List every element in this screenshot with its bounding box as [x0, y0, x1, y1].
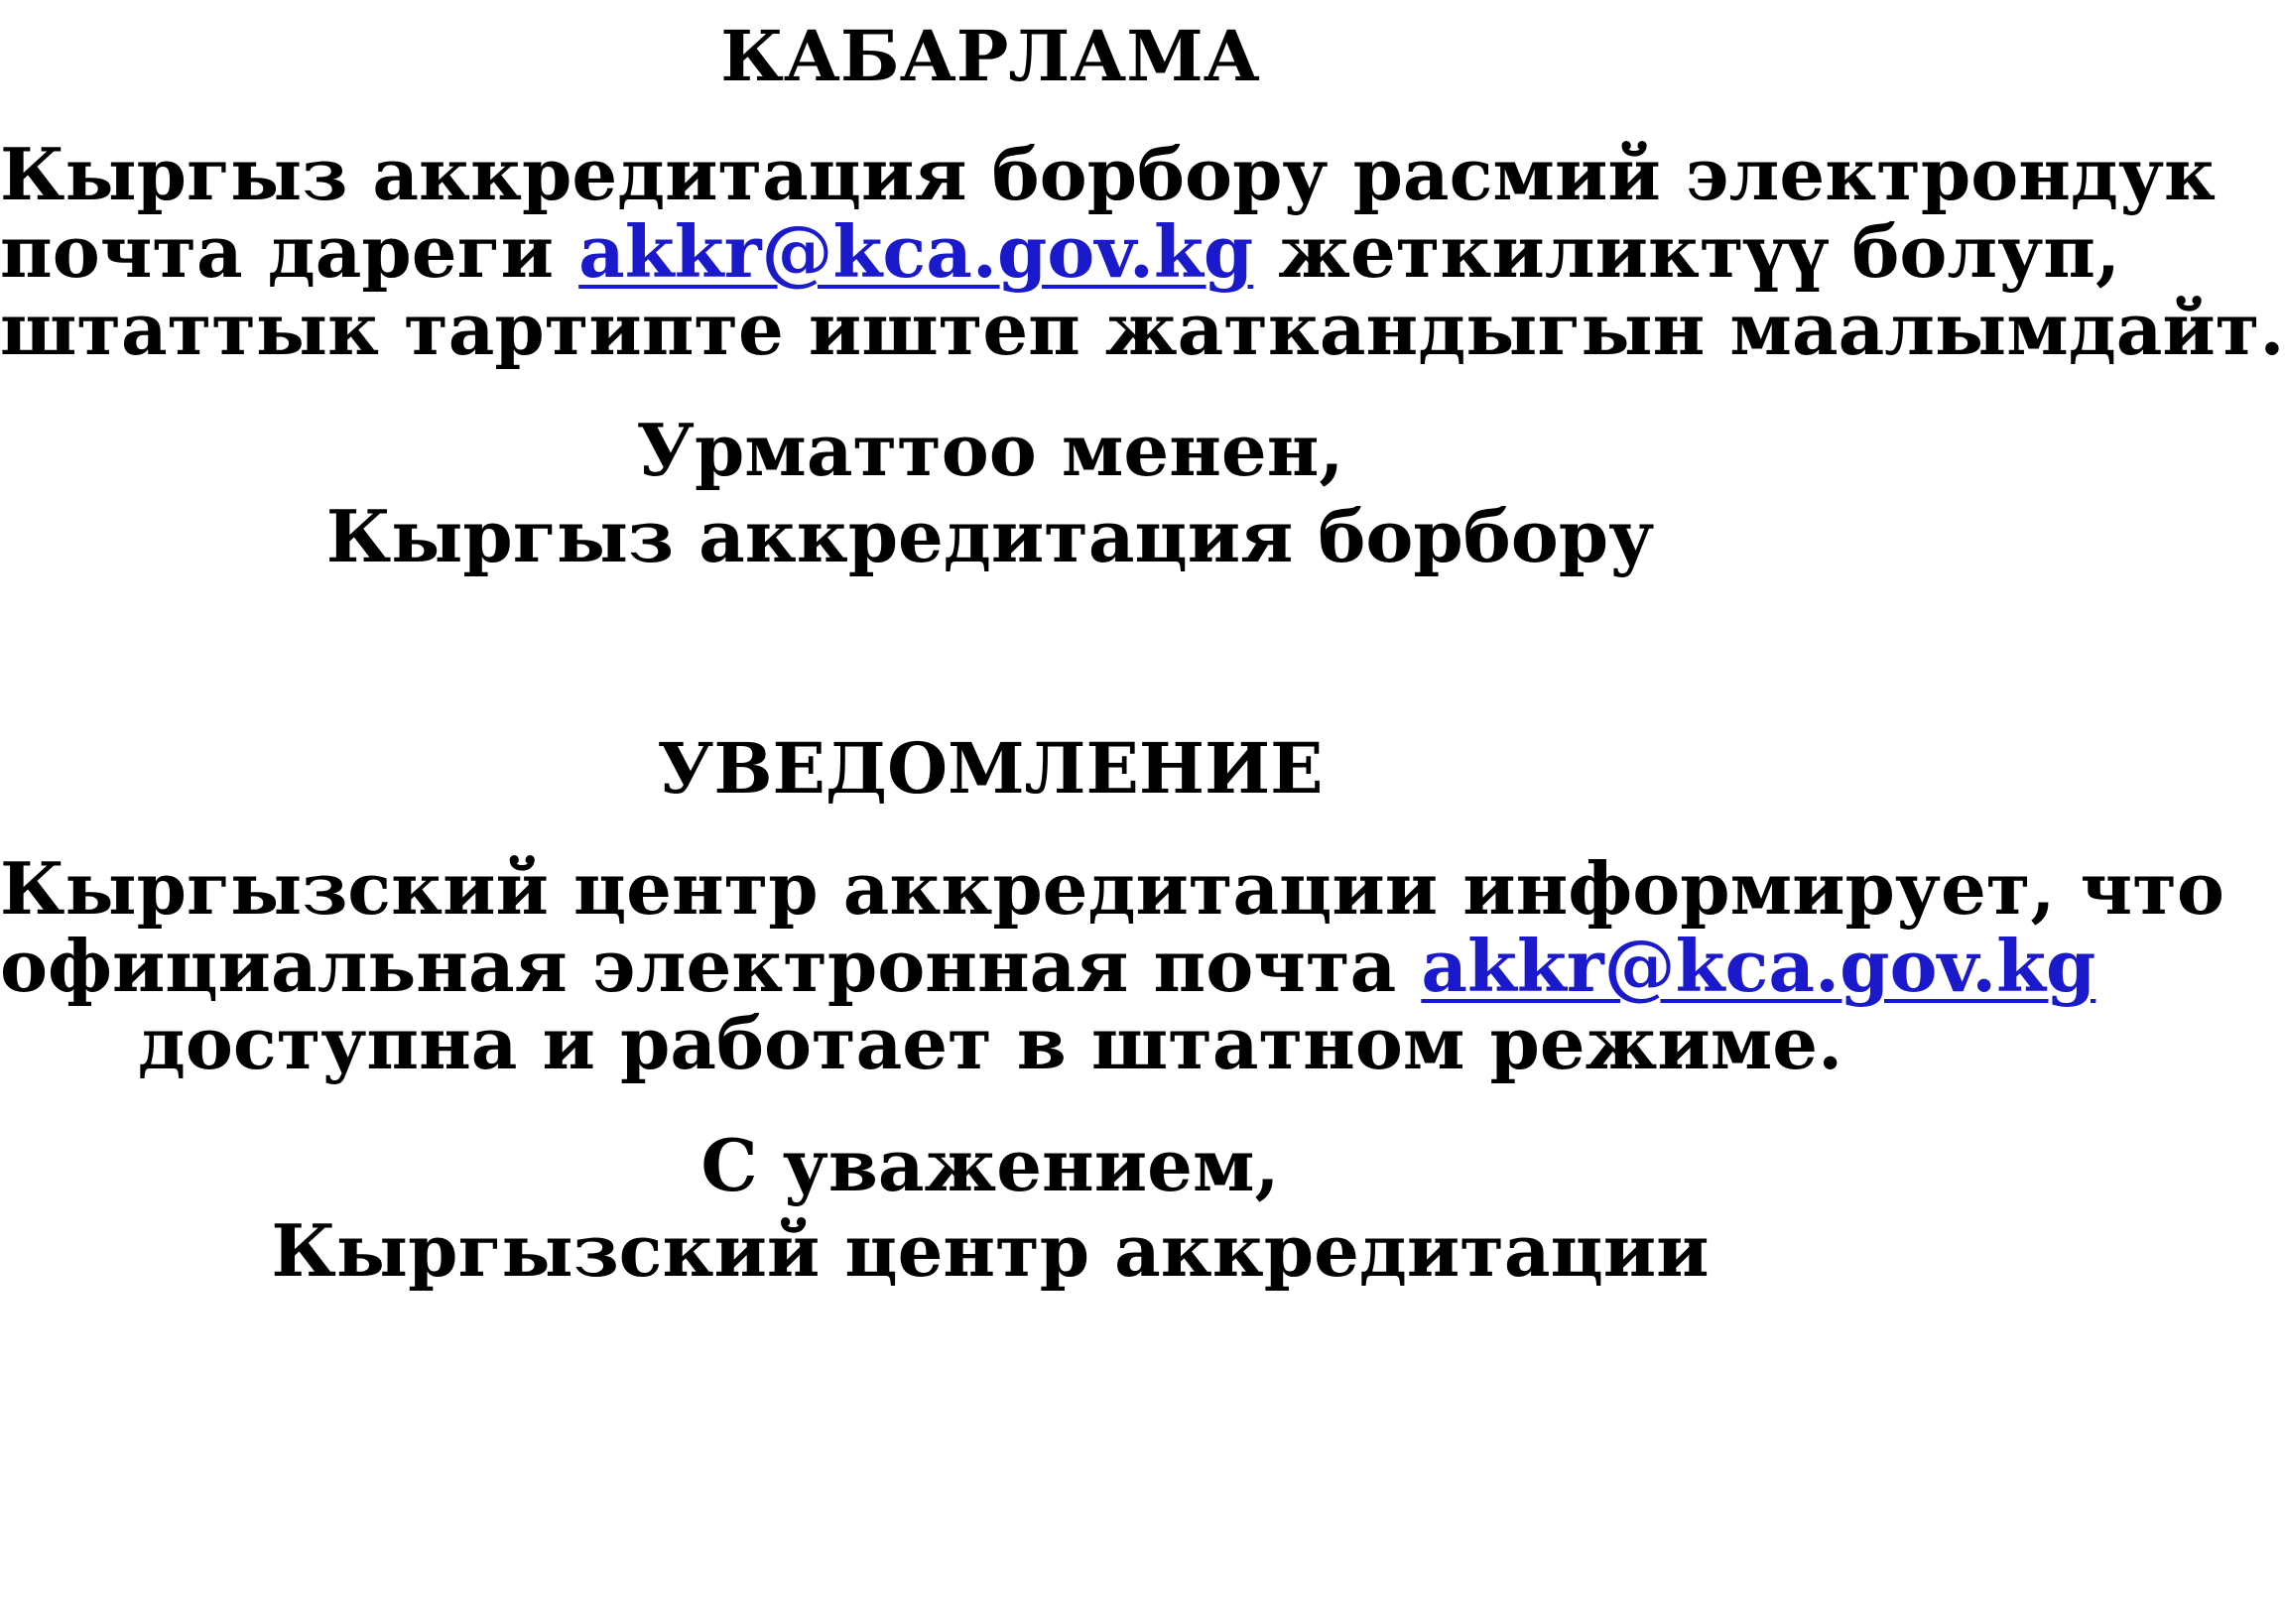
kyrgyz-paragraph-line-1: Кыргыз аккредитация борбору расмий электрондук	[0, 132, 2216, 216]
kyrgyz-line-2-prefix: почта дареги	[0, 209, 555, 294]
russian-signature: Кыргызский центр аккредитации	[271, 1208, 1710, 1293]
kyrgyz-signature: Кыргыз аккредитация борбору	[325, 494, 1655, 578]
russian-paragraph-line-2	[0, 924, 2096, 1008]
russian-closing: С уважением,	[700, 1123, 1280, 1207]
russian-line-2-prefix: официальная электронная почта	[0, 924, 1397, 1008]
russian-paragraph-line-1: Кыргызский центр аккредитации информирует, что	[0, 846, 2224, 931]
kyrgyz-heading: КАБАРЛАМА	[720, 15, 1260, 97]
kyrgyz-email-link[interactable]: akkr@kca.gov.kg	[578, 209, 1254, 294]
russian-paragraph-line-3: доступна и работает в штатном режиме.	[137, 1001, 1843, 1085]
kyrgyz-closing: Урматтоо менен,	[636, 408, 1344, 492]
kyrgyz-paragraph-line-2	[0, 209, 2121, 294]
kyrgyz-paragraph-line-3: штаттык тартипте иштеп жаткандыгын маалымдайт.	[0, 287, 2285, 371]
russian-heading: УВЕДОМЛЕНИЕ	[657, 727, 1324, 810]
russian-email-link[interactable]: akkr@kca.gov.kg	[1421, 924, 2096, 1008]
kyrgyz-line-2-suffix: жеткиликтүү болуп,	[1278, 209, 2121, 294]
